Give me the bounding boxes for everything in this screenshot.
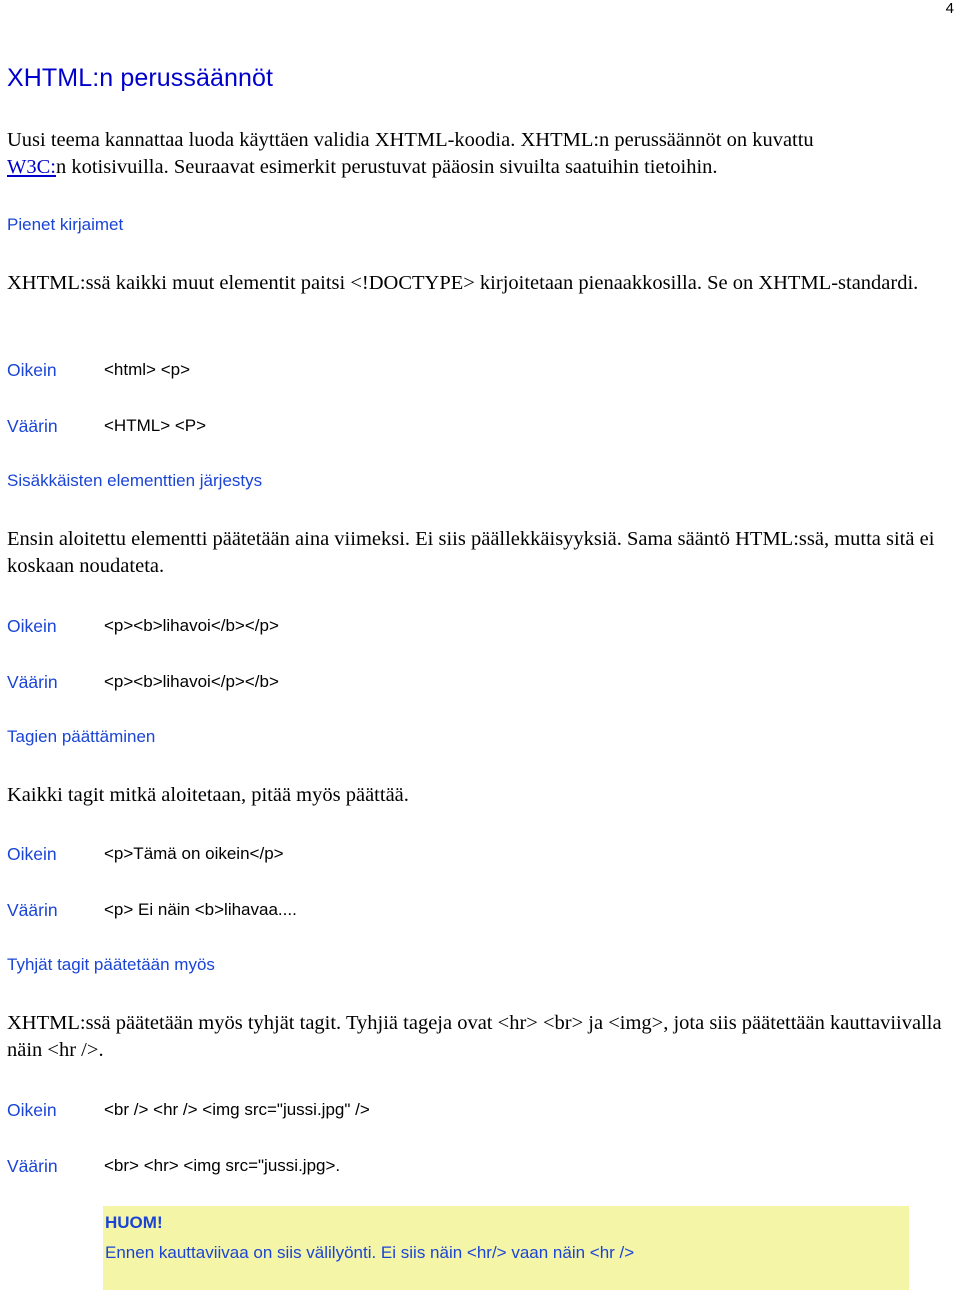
w3c-link[interactable]: W3C: bbox=[7, 156, 56, 178]
label-right: Oikein bbox=[7, 360, 57, 380]
intro-line-1: Uusi teema kannattaa luoda käyttäen validia XHTML-koodia. XHTML:n perussäännöt on kuvattu bbox=[7, 129, 814, 151]
section-text-closing: Kaikki tagit mitkä aloitetaan, pitää myös päättää. bbox=[7, 784, 409, 806]
section-text-empty-tags: XHTML:ssä päätetään myös tyhjät tagit. Tyhjiä tageja ovat <hr> <br> ja <img>, jota siis päätettään kauttaviivalla näin <hr />. bbox=[7, 1012, 942, 1061]
section-heading-nesting: Sisäkkäisten elementtien järjestys bbox=[7, 471, 263, 490]
example-right-code: <html> <p> bbox=[104, 360, 191, 379]
label-wrong: Väärin bbox=[7, 900, 58, 920]
note-text: Ennen kauttaviivaa on siis välilyönti. Ei siis näin <hr/> vaan näin <hr /> bbox=[105, 1243, 635, 1262]
example-right-code: <p>Tämä on oikein</p> bbox=[104, 844, 284, 863]
intro-line-2: n kotisivuilla. Seuraavat esimerkit perustuvat pääosin sivuilta saatuihin tietoihin. bbox=[55, 156, 718, 178]
note-box bbox=[103, 1206, 909, 1290]
section-heading-lowercase: Pienet kirjaimet bbox=[7, 215, 124, 234]
page-number: 4 bbox=[945, 0, 954, 17]
example-wrong-code: <br> <hr> <img src="jussi.jpg>. bbox=[104, 1156, 341, 1175]
example-wrong-code: <p><b>lihavoi</p></b> bbox=[104, 672, 279, 691]
example-wrong-code: <p> Ei näin <b>lihavaa.... bbox=[104, 900, 297, 919]
label-wrong: Väärin bbox=[7, 1156, 58, 1176]
section-text-nesting: Ensin aloitettu elementti päätetään aina viimeksi. Ei siis päällekkäisyyksiä. Sama sääntö HTML:ssä, mutta sitä ei koskaan noudateta. bbox=[7, 528, 935, 577]
example-wrong-code: <HTML> <P> bbox=[104, 416, 207, 435]
label-right: Oikein bbox=[7, 844, 57, 864]
section-text-lowercase: XHTML:ssä kaikki muut elementit paitsi <!DOCTYPE> kirjoitetaan pienaakkosilla. Se on XHTML-standardi. bbox=[7, 272, 919, 294]
page-title: XHTML:n perussäännöt bbox=[7, 64, 274, 92]
intro-paragraph bbox=[7, 127, 959, 181]
label-wrong: Väärin bbox=[7, 416, 58, 436]
section-heading-closing: Tagien päättäminen bbox=[7, 727, 156, 746]
example-right-code: <br /> <hr /> <img src="jussi.jpg" /> bbox=[104, 1100, 370, 1119]
note-title: HUOM! bbox=[105, 1213, 163, 1232]
example-right-code: <p><b>lihavoi</b></p> bbox=[104, 616, 279, 635]
section-heading-empty-tags: Tyhjät tagit päätetään myös bbox=[7, 955, 215, 974]
label-right: Oikein bbox=[7, 616, 57, 636]
label-wrong: Väärin bbox=[7, 672, 58, 692]
label-right: Oikein bbox=[7, 1100, 57, 1120]
